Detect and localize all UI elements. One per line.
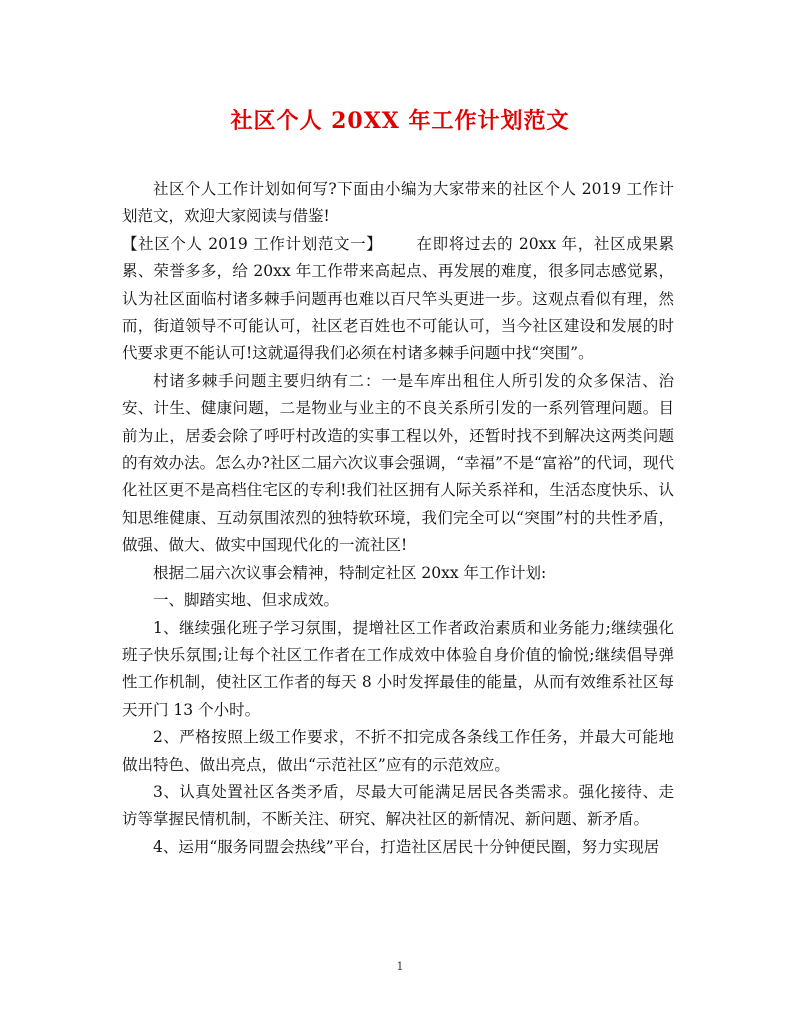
document-title: 社区个人 20XX 年工作计划范文 — [230, 108, 570, 134]
section-paragraph — [122, 231, 674, 368]
body-paragraph: 1、继续强化班子学习氛围，提增社区工作者政治素质和业务能力;继续强化班子快乐氛围;让每个社区工作者在工作成效中体验自身价值的愉悦;继续倡导弹性工作机制，使社区工作者的每天 8 小时发挥最佳的能量，从而有效维系社区每天开门 13 个小时。 — [122, 618, 674, 719]
body-paragraph: 4、运用“服务同盟会热线”平台，打造社区居民十分钟便民圈，努力实现居 — [153, 837, 660, 856]
page-number: 1 — [396, 960, 404, 973]
body-paragraph: 一、脚踏实地、但求成效。 — [153, 591, 340, 610]
body-paragraph: 村诸多棘手问题主要归纳有二：一是车库出租住人所引发的众多保洁、治安、计生、健康问题，二是物业与业主的不良关系所引发的一系列管理问题。目前为止，居委会除了呼吁村改造的实事工程以外，还暂时找不到解决这两类问题的有效办法。怎么办?社区二届六次议事会强调，“幸福”不是“富裕”的代词，现代化社区更不是高档住宅区的专利!我们社区拥有人际关系祥和，生活态度快乐、认知思维健康、互动氛围浓烈的独特软环境，我们完全可以“突围”村的共性矛盾，做强、做大、做实中国现代化的一流社区! — [122, 371, 674, 555]
document-body — [122, 176, 674, 861]
body-paragraph: 3、认真处置社区各类矛盾，尽最大可能满足居民各类需求。强化接待、走访等掌握民情机制，不断关注、研究、解决社区的新情况、新问题、新矛盾。 — [122, 782, 674, 829]
body-paragraph: 根据二届六次议事会精神，特制定社区 20xx 年工作计划: — [153, 563, 547, 582]
section-label: 【社区个人 2019 工作计划范文一】 — [122, 234, 383, 253]
section-text: 在即将过去的 20xx 年，社区成果累累、荣誉多多，给 20xx 年工作带来高起点、再发展的难度，很多同志感觉累，认为社区面临村诸多棘手问题再也难以百尺竿头更进一步。这观点看似有理，然而，街道领导不可能认可，社区老百姓也不可能认可，当今社区建设和发展的时代要求更不能认可!这就逼得我们必须在村诸多棘手问题中找“突围”。 — [122, 234, 674, 363]
body-paragraph: 2、严格按照上级工作要求，不折不扣完成各条线工作任务，并最大可能地做出特色、做出亮点，做出“示范社区”应有的示范效应。 — [122, 728, 674, 774]
intro-paragraph: 社区个人工作计划如何写?下面由小编为大家带来的社区个人 2019 工作计划范文，欢迎大家阅读与借鉴! — [122, 180, 674, 226]
